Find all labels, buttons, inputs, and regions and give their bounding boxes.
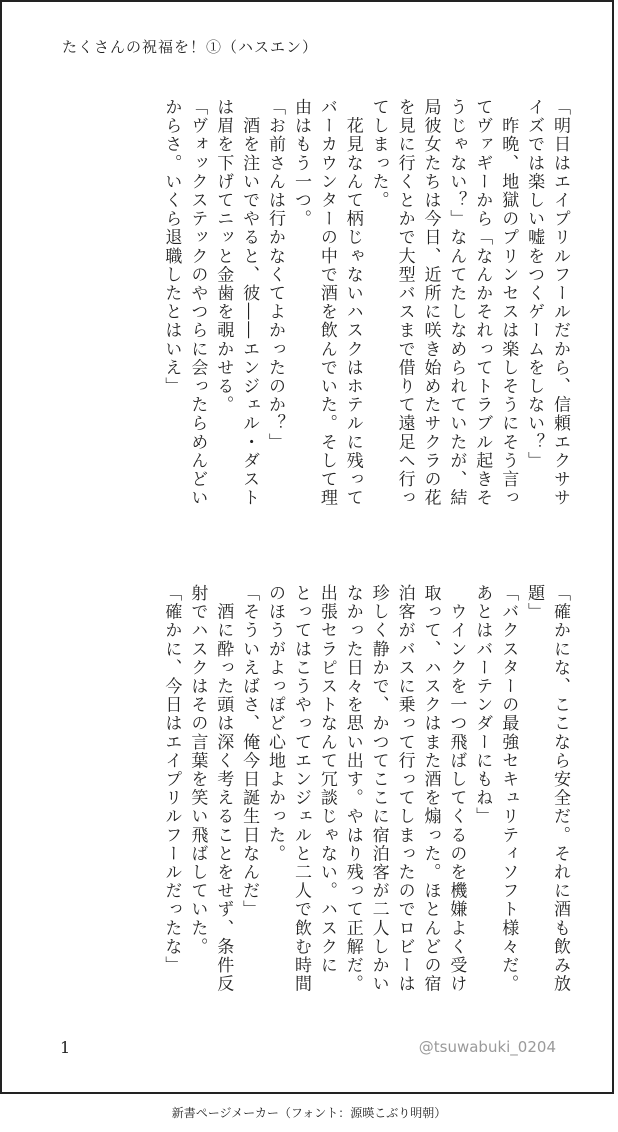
text-line: 射でハスクはその言葉を笑い飛ばしていた。: [187, 584, 208, 956]
text-line: は眉を下げてニッと金歯を覗かせる。: [213, 98, 234, 415]
text-block-top: [158, 98, 573, 568]
text-line: バーカウンターの中で酒を飲んでいた。そして理: [316, 98, 337, 508]
text-line: 「明日はエイプリルフールだから、信頼エクササ: [550, 98, 570, 508]
text-line: のほうがよっぽど心地よかった。: [265, 584, 286, 863]
text-line: 花見なんて柄じゃないハスクはホテルに残って: [342, 98, 363, 508]
text-line: 酒を注いでやると、彼――エンジェル・ダスト: [239, 98, 260, 508]
author-handle: @tsuwabuki_0204: [418, 1038, 556, 1056]
text-line: 「確かに、今日はエイプリルフールだったな」: [161, 584, 182, 975]
text-line: あとはバーテンダーにもね」: [472, 584, 493, 826]
text-line: イズでは楽しい嘘をつくゲームをしない？」: [524, 98, 545, 470]
text-line: 珍しく静かで、かつてここに宿泊客が二人しかい: [368, 584, 389, 994]
text-line: 取って、ハスクはまた酒を煽った。ほとんどの宿: [420, 584, 441, 994]
text-line: 「確かにな、ここなら安全だ。それに酒も飲み放: [550, 584, 570, 994]
text-line: ウインクを一つ飛ばしてくるのを機嫌よく受け: [446, 584, 467, 994]
footer-credit: 新書ページメーカー（フォント：源暎こぶり明朝）: [171, 1106, 447, 1120]
text-line: 題」: [524, 584, 545, 622]
text-line: からさ。いくら退職したとはいえ」: [161, 98, 182, 396]
text-line: とってはこうやってエンジェルと二人で飲む時間: [290, 584, 311, 994]
text-line: 「お前さんは行かなくてよかったのか？」: [265, 98, 286, 452]
text-block-bottom: [158, 584, 573, 1034]
text-line: 泊客がバスに乗って行ってしまったのでロビーは: [394, 584, 415, 994]
text-line: てヴァギーから「なんかそれってトラブル起きそ: [472, 98, 493, 508]
text-line: 「バクスターの最強セキュリティソフト様々だ。: [498, 584, 519, 994]
text-line: 酒に酔った頭は深く考えることをせず、条件反: [213, 584, 234, 994]
text-line: てしまった。: [368, 98, 389, 210]
text-line: 局彼女たちは今日、近所に咲き始めたサクラの花: [420, 98, 441, 508]
text-line: 「ヴォックステックのやつらに会ったらめんどい: [187, 98, 208, 508]
page-number: 1: [60, 1038, 71, 1057]
page-title: たくさんの祝福を！①（ハスエン）: [62, 38, 319, 56]
text-line: 「そういえばさ、俺今日誕生日なんだ」: [239, 584, 260, 919]
text-line: を見に行くとかで大型バスまで借りて遠足へ行っ: [394, 98, 415, 508]
text-line: うじゃない？」なんてたしなめられていたが、結: [446, 98, 467, 508]
text-line: 出張セラピストなんて冗談じゃない。ハスクに: [316, 584, 337, 975]
text-line: 昨晩、地獄のプリンセスは楽しそうにそう言っ: [498, 98, 519, 508]
text-line: なかった日々を思い出す。やはり残って正解だ。: [342, 584, 363, 994]
text-line: 由はもう一つ。: [290, 98, 311, 229]
